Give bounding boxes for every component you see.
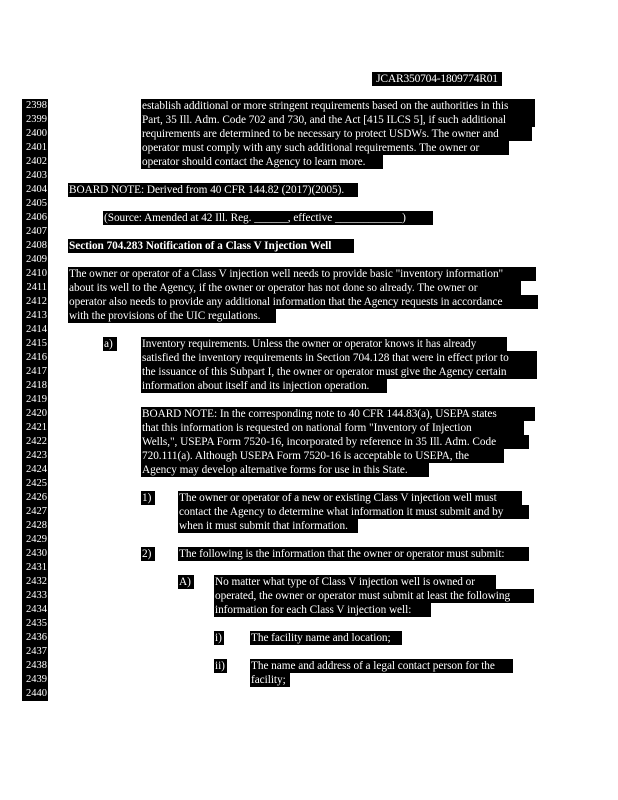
line-number: 2417	[22, 365, 48, 379]
text-line: information about itself and its injection operation.	[141, 379, 387, 393]
line-number: 2427	[22, 505, 48, 519]
line-number: 2406	[22, 211, 48, 225]
line-number: 2420	[22, 407, 48, 421]
line-number: 2405	[22, 197, 48, 211]
line-number: 2439	[22, 673, 48, 687]
text-line: The owner or operator of a Class V injection well needs to provide basic "inventory information"	[68, 267, 536, 281]
text-line: facility;	[250, 673, 290, 687]
line-number: 2409	[22, 253, 48, 267]
line-number: 2400	[22, 127, 48, 141]
line-number: 2430	[22, 547, 48, 561]
line-number: 2428	[22, 519, 48, 533]
line-number: 2424	[22, 463, 48, 477]
line-number: 2418	[22, 379, 48, 393]
text-line: 720.111(a). Although USEPA Form 7520-16 is acceptable to USEPA, the	[141, 449, 504, 463]
line-number: 2407	[22, 225, 48, 239]
line-number: 2398	[22, 99, 48, 113]
line-number: 2433	[22, 589, 48, 603]
text-line: with the provisions of the UIC regulations.	[68, 309, 276, 323]
line-number: 2422	[22, 435, 48, 449]
line-number: 2408	[22, 239, 48, 253]
line-number: 2416	[22, 351, 48, 365]
text-line: satisfied the inventory requirements in Section 704.128 that were in effect prior to	[141, 351, 537, 365]
item-label: 1)	[141, 491, 155, 505]
text-line: information for each Class V injection well:	[214, 603, 431, 617]
text-line: the issuance of this Subpart I, the owner or operator must give the Agency certain	[141, 365, 537, 379]
line-number: 2426	[22, 491, 48, 505]
text-line: No matter what type of Class V injection well is owned or	[214, 575, 496, 589]
document-id: JCAR350704-1809774R01	[372, 72, 502, 86]
line-number: 2423	[22, 449, 48, 463]
line-number: 2437	[22, 645, 48, 659]
text-line: contact the Agency to determine what information it must submit and by	[178, 505, 529, 519]
text-line: The owner or operator of a new or existing Class V injection well must	[178, 491, 522, 505]
board-note: BOARD NOTE: Derived from 40 CFR 144.82 (2017)(2005).	[68, 183, 358, 197]
line-number: 2399	[22, 113, 48, 127]
line-number: 2403	[22, 169, 48, 183]
text-line: Wells,", USEPA Form 7520-16, incorporated by reference in 35 Ill. Adm. Code	[141, 435, 529, 449]
line-number: 2415	[22, 337, 48, 351]
line-number: 2414	[22, 323, 48, 337]
item-label: i)	[214, 631, 224, 645]
line-number: 2412	[22, 295, 48, 309]
section-heading: Section 704.283 Notification of a Class V Injection Well	[68, 239, 354, 253]
line-number: 2440	[22, 687, 48, 701]
text-line: The name and address of a legal contact person for the	[250, 659, 513, 673]
text-line: Part, 35 Ill. Adm. Code 702 and 730, and the Act [415 ILCS 5], if such additional	[141, 113, 535, 127]
text-line: BOARD NOTE: In the corresponding note to 40 CFR 144.83(a), USEPA states	[141, 407, 535, 421]
line-number: 2425	[22, 477, 48, 491]
line-number: 2435	[22, 617, 48, 631]
item-label: ii)	[214, 659, 227, 673]
text-line: operator should contact the Agency to learn more.	[141, 155, 383, 169]
line-number: 2411	[22, 281, 48, 295]
line-number: 2421	[22, 421, 48, 435]
line-number: 2413	[22, 309, 48, 323]
text-line: operator also needs to provide any additional information that the Agency requests in accordance	[68, 295, 538, 309]
line-number: 2429	[22, 533, 48, 547]
text-line: The following is the information that the owner or operator must submit:	[178, 547, 529, 561]
subsection-label: a)	[103, 337, 117, 351]
text-line: requirements are determined to be necessary to protect USDWs. The owner and	[141, 127, 532, 141]
line-number: 2434	[22, 603, 48, 617]
text-line: operator must comply with any such additional requirements. The owner or	[141, 141, 509, 155]
line-number: 2432	[22, 575, 48, 589]
text-line: operated, the owner or operator must submit at least the following	[214, 589, 534, 603]
text-line: about its well to the Agency, if the owner or operator has not done so already. The owner or	[68, 281, 521, 295]
line-number: 2410	[22, 267, 48, 281]
line-number: 2438	[22, 659, 48, 673]
text-line: Inventory requirements. Unless the owner or operator knows it has already	[141, 337, 507, 351]
text-line: that this information is requested on national form "Inventory of Injection	[141, 421, 524, 435]
text-line: when it must submit that information.	[178, 519, 358, 533]
text-line: The facility name and location;	[250, 631, 402, 645]
source-note: (Source: Amended at 42 Ill. Reg. ______, effective ____________)	[103, 211, 433, 225]
item-label: 2)	[141, 547, 155, 561]
line-number: 2404	[22, 183, 48, 197]
text-line: Agency may develop alternative forms for use in this State.	[141, 463, 429, 477]
line-number: 2436	[22, 631, 48, 645]
line-number: 2401	[22, 141, 48, 155]
line-number: 2431	[22, 561, 48, 575]
text-line: establish additional or more stringent requirements based on the authorities in this	[141, 99, 535, 113]
line-number: 2402	[22, 155, 48, 169]
line-number: 2419	[22, 393, 48, 407]
item-label: A)	[178, 575, 194, 589]
